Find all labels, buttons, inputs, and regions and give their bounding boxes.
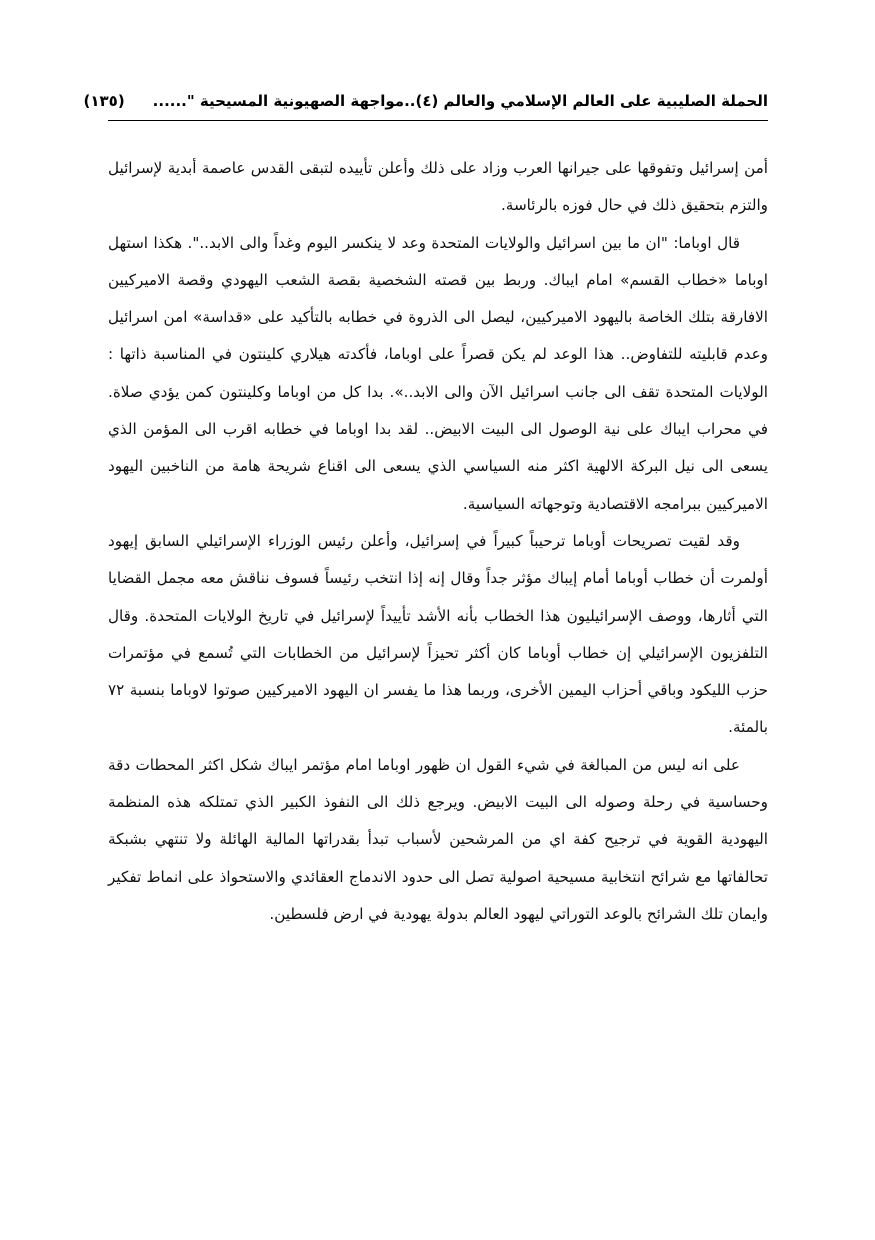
document-page bbox=[83, 0, 768, 1240]
paragraph-3: وقد لقيت تصريحات أوباما ترحيباً كبيراً في إسرائيل، وأعلن رئيس الوزراء الإسرائيلي السابق إيهود أولمرت أن خطاب أوباما أمام إيباك مؤثر جداً وقال إنه إذا انتخب رئيساً فسوف نناقش معه مجمل القضايا التي أثارها، ووصف الإسرائيليون هذا الخطاب بأنه الأشد تأييداً لإسرائيل في تاريخ الولايات المتحدة. وقال التلفزيون الإسرائيلي إن خطاب أوباما كان أكثر تحيزاً لإسرائيل من الخطابات التي تُسمع في مؤتمرات حزب الليكود وباقي أحزاب اليمين الأخرى، وربما هذا ما يفسر ان اليهود الاميركيين صوتوا لاوباما بنسبة ٧٢ بالمئة. bbox=[108, 531, 768, 737]
page-number: (١٣٥) bbox=[83, 92, 125, 110]
header-divider bbox=[108, 120, 768, 121]
paragraph-4: على انه ليس من المبالغة في شيء القول ان ظهور اوباما امام مؤتمر ايباك شكل اكثر المحطات دقة وحساسية في رحلة وصوله الى البيت الابيض. ويرجع ذلك الى النفوذ الكبير الذي تمتلكه هذه المنظمة اليهودية القوية في ترجيح كفة اي من المرشحين لأسباب تبدأ بقدراتها المالية الهائلة ولا تنتهي بشبكة تحالفاتها مع شرائح انتخابية مسيحية اصولية تصل الى حدود الاندماج العقائدي والاستحواذ على انماط تفكير وايمان تلك الشرائح بالوعد التوراتي ليهود العالم بدولة يهودية في ارض فلسطين. bbox=[108, 755, 768, 923]
paragraph-1: أمن إسرائيل وتفوقها على جيرانها العرب وزاد على ذلك وأعلن تأييده لتبقى القدس عاصمة أبدية لإسرائيل والتزم بتحقيق ذلك في حال فوزه بالرئاسة. bbox=[108, 159, 768, 215]
running-header bbox=[83, 86, 768, 116]
body-text bbox=[108, 150, 768, 933]
paragraph-2: قال اوباما: "ان ما بين اسرائيل والولايات المتحدة وعد لا ينكسر اليوم وغداً والى الابد..". هكذا استهل اوباما «خطاب القسم» امام ايباك. وربط بين قصته الشخصية بقصة الشعب اليهودي وقصة الاميركيين الافارقة بتلك الخاصة باليهود الاميركيين، ليصل الى الذروة في خطابه بالتأكيد على «قداسة» امن اسرائيل وعدم قابليته للتفاوض.. هذا الوعد لم يكن قصراً على اوباما، فأكدته هيلاري كلينتون في المناسبة ذاتها : الولايات المتحدة تقف الى جانب اسرائيل الآن والى الابد..». بدا كل من اوباما وكلينتون كمن يؤدي صلاة. في محراب ايباك على نية الوصول الى البيت الابيض.. لقد بدا اوباما في خطابه اقرب الى المؤمن الذي يسعى الى نيل البركة الالهية اكثر منه السياسي الذي يسعى الى اقناع شريحة هامة من الناخبين اليهود الاميركيين ببرامجه الاقتصادية وتوجهاته السياسية. bbox=[108, 233, 768, 513]
running-header-title: الحملة الصليبية على العالم الإسلامي والعالم (٤)..مواجهة الصهيونية المسيحية "...... bbox=[152, 92, 768, 110]
